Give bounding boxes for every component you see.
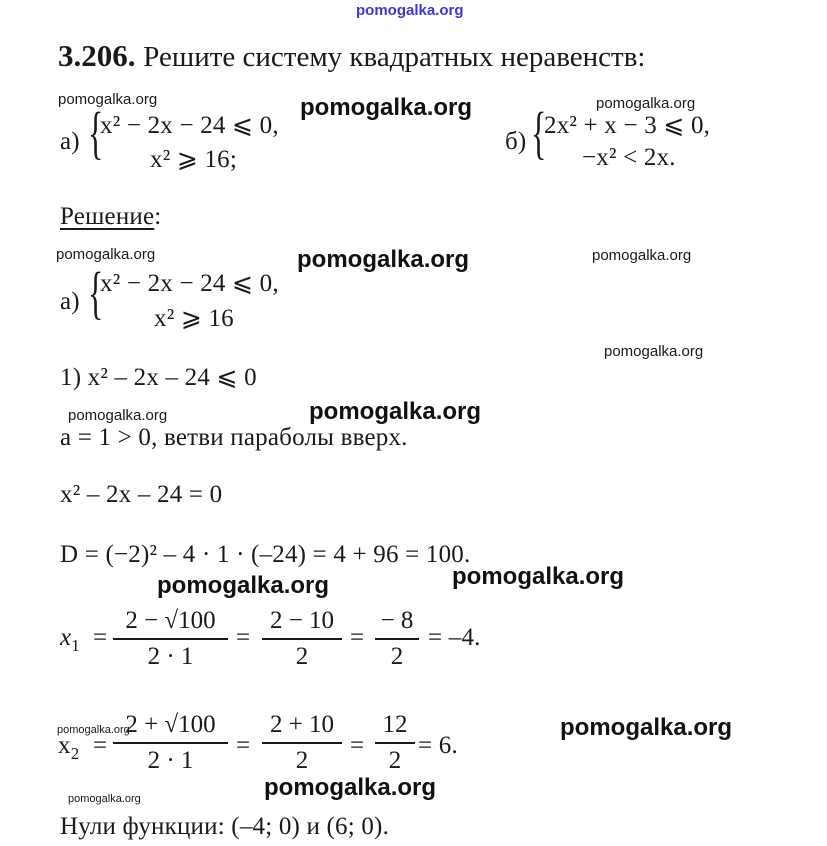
solution-heading-colon: :: [154, 203, 162, 230]
x1-eq: =: [93, 624, 108, 651]
function-zeros: Нули функции: (–4; 0) и (6; 0).: [60, 813, 390, 840]
watermark: pomogalka.org: [56, 246, 156, 263]
equation: x² – 2x – 24 = 0: [60, 481, 223, 508]
task-b-label: б): [505, 128, 527, 155]
watermark: pomogalka.org: [264, 774, 437, 801]
watermark: pomogalka.org: [157, 572, 330, 599]
watermark: pomogalka.org: [68, 407, 168, 424]
solution-heading-text: Решение: [60, 203, 155, 230]
x2-fraction-1: 2 + √100 2 · 1: [113, 711, 228, 775]
x1-fraction-1: 2 − √100 2 · 1: [113, 607, 228, 671]
watermark: pomogalka.org: [309, 398, 482, 425]
task-number: 3.206.: [58, 38, 136, 73]
watermark: pomogalka.org: [596, 95, 696, 112]
discriminant: D = (−2)² – 4 · 1 · (–24) = 4 + 96 = 100.: [60, 541, 471, 568]
task-title: Решите систему квадратных неравенств:: [143, 41, 646, 73]
watermark: pomogalka.org: [592, 247, 692, 264]
task-a-line2: x² ⩾ 16;: [150, 146, 237, 173]
solution-a-line2: x² ⩾ 16: [154, 305, 234, 332]
watermark: pomogalka.org: [58, 91, 158, 108]
task-a-label: а): [60, 128, 80, 155]
solution-a-label: а): [60, 288, 80, 315]
watermark: pomogalka.org: [68, 793, 141, 805]
leading-coefficient: a = 1 > 0, ветви параболы вверх.: [60, 424, 408, 451]
x2-fraction-3: 12 2: [375, 711, 415, 775]
watermark: pomogalka.org: [57, 724, 130, 736]
brace-icon: {: [88, 260, 104, 325]
solution-heading: [60, 203, 161, 231]
task-header: [58, 38, 645, 74]
x2-result: = 6.: [418, 732, 458, 759]
watermark: pomogalka.org: [604, 343, 704, 360]
x2-fraction-2: 2 + 10 2: [262, 711, 342, 775]
watermark: pomogalka.org: [300, 94, 473, 121]
step-1: 1) x² – 2x – 24 ⩽ 0: [60, 364, 257, 391]
watermark: pomogalka.org: [452, 563, 625, 590]
solution-a-line1: x² − 2x − 24 ⩽ 0,: [100, 270, 279, 297]
x1-eq: =: [236, 624, 251, 651]
task-b-line1: 2x² + x − 3 ⩽ 0,: [544, 112, 711, 139]
x2-variable: $x_2$: [58, 732, 80, 763]
task-b-line2: −x² < 2x.: [582, 144, 676, 171]
watermark: pomogalka.org: [297, 246, 470, 273]
x1-result: = –4.: [428, 624, 481, 651]
watermark-top: pomogalka.org: [356, 2, 464, 19]
x1-fraction-3: − 8 2: [375, 607, 419, 671]
x2-eq: =: [236, 732, 251, 759]
x1-fraction-2: 2 − 10 2: [262, 607, 342, 671]
x1-eq: =: [350, 624, 365, 651]
brace-icon: {: [88, 100, 104, 165]
x2-eq: =: [93, 732, 108, 759]
watermark: pomogalka.org: [560, 714, 733, 741]
task-a-line1: x² − 2x − 24 ⩽ 0,: [100, 112, 279, 139]
x2-eq: =: [350, 732, 365, 759]
brace-icon: {: [531, 100, 547, 165]
x1-variable: $x_1$: [60, 624, 80, 655]
